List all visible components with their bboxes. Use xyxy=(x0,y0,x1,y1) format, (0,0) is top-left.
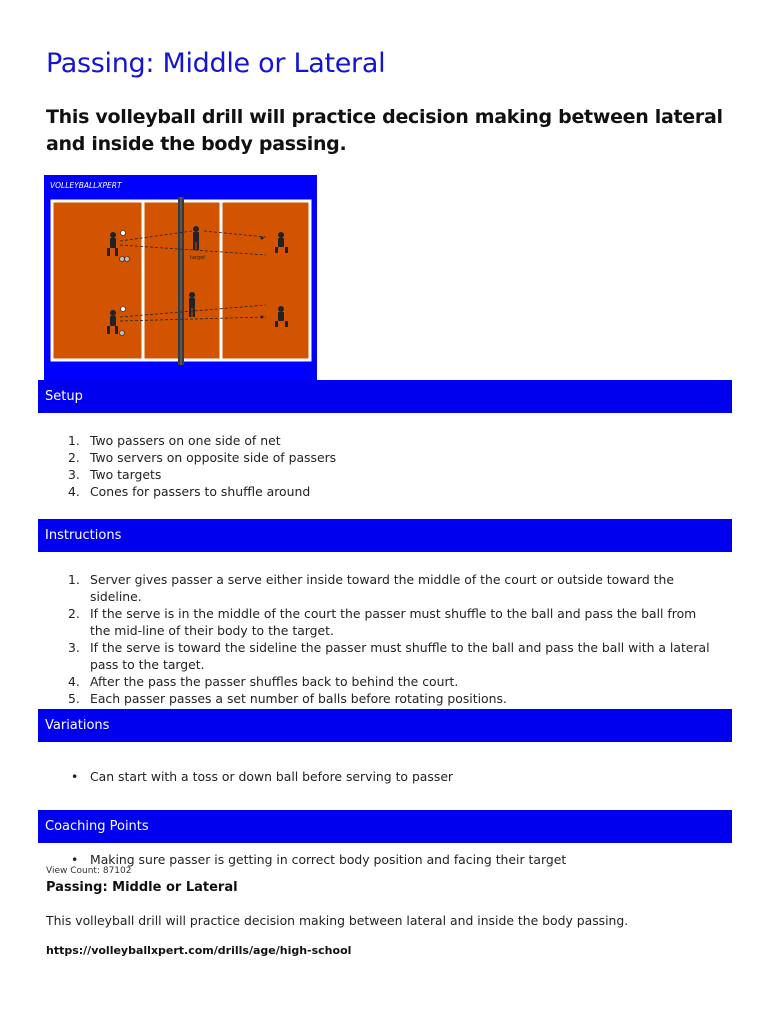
instructions-list xyxy=(38,571,718,707)
target-label: target xyxy=(190,255,206,261)
list-item: • Can start with a toss or down ball before serving to passer xyxy=(71,769,454,784)
section-header-variations: Variations xyxy=(38,709,732,742)
section-header-coaching-points: Coaching Points xyxy=(38,810,732,843)
list-item: 2. Two servers on opposite side of passers xyxy=(68,450,337,465)
list-item: 1. Two passers on one side of net xyxy=(68,433,281,448)
list-item: • Making sure passer is getting in correct body position and facing their target xyxy=(71,852,567,867)
view-count: View Count: 87102 xyxy=(46,866,132,876)
list-item: 4. Cones for passers to shuffle around xyxy=(68,484,311,499)
footer-title: Passing: Middle or Lateral xyxy=(46,880,238,895)
section-header-setup: Setup xyxy=(38,380,732,413)
list-item: 2. If the serve is in the middle of the court the passer must shuffle to the ball and pass the ball from the mid-line of their body to the target. xyxy=(68,606,697,638)
setup-list xyxy=(38,432,336,500)
list-item: 3. Two targets xyxy=(68,467,162,482)
section-header-instructions: Instructions xyxy=(38,519,732,552)
page-title: Passing: Middle or Lateral xyxy=(46,48,386,79)
variations-list xyxy=(38,768,453,785)
ball-icon xyxy=(125,257,130,262)
ball-icon xyxy=(121,307,126,312)
list-item: 1. Server gives passer a serve either inside toward the middle of the court or outside toward the sideline. xyxy=(68,572,674,604)
list-item: 5. Each passer passes a set number of balls before rotating positions. xyxy=(68,691,507,706)
drill-diagram xyxy=(44,175,317,381)
footer-url-link[interactable]: https://volleyballxpert.com/drills/age/high-school xyxy=(46,944,352,957)
list-item: 4. After the pass the passer shuffles back to behind the court. xyxy=(68,674,459,689)
ball-icon xyxy=(120,257,125,262)
ball-icon xyxy=(120,331,125,336)
logo-text: VOLLEYBALLXPERT xyxy=(50,181,122,190)
page-subtitle: This volleyball drill will practice decision making between lateral and inside the body passing. xyxy=(46,106,723,155)
list-item: 3. If the serve is toward the sideline the passer must shuffle to the ball and pass the ball with a lateral pass to the target. xyxy=(68,640,710,672)
court-diagram-svg xyxy=(44,175,317,381)
cone-icon xyxy=(261,237,264,240)
cone-icon xyxy=(261,316,264,319)
footer-description: This volleyball drill will practice decision making between lateral and inside the body passing. xyxy=(46,913,629,928)
ball-icon xyxy=(121,231,126,236)
